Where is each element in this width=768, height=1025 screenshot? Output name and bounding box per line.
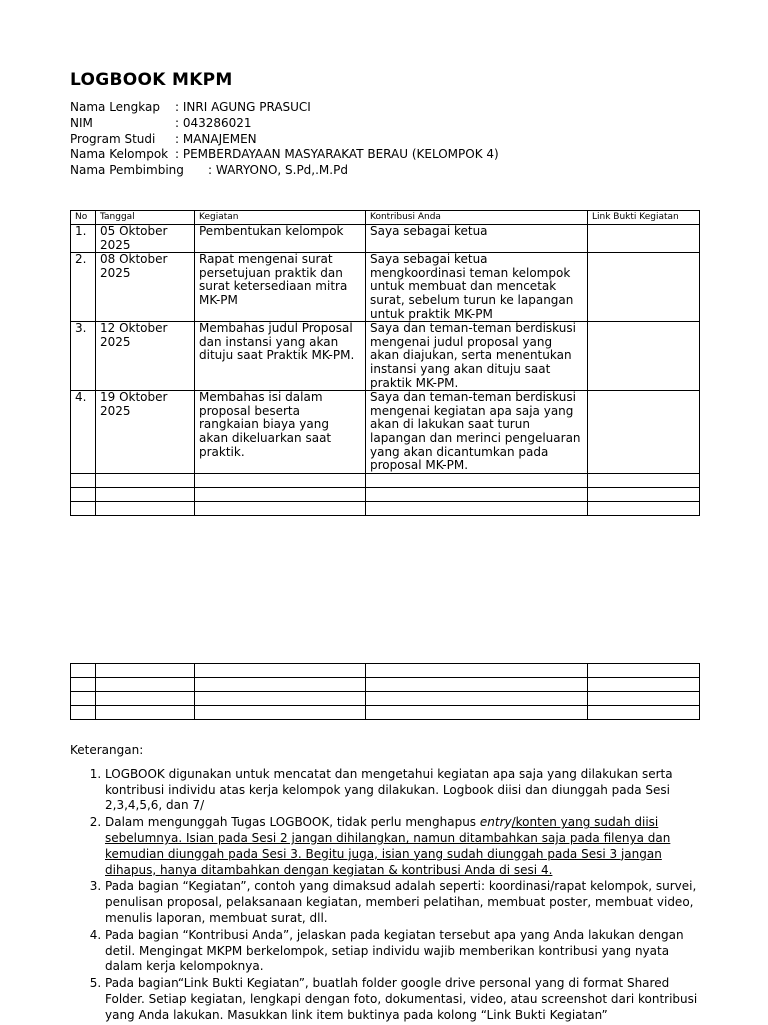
note-text: Dalam mengunggah Tugas LOGBOOK, tidak perlu menghapus <box>105 815 480 830</box>
info-label: Nama Pembimbing <box>70 163 184 178</box>
empty-cell <box>195 664 366 678</box>
note-item: 3. Pada bagian “Kegiatan”, contoh yang dimaksud adalah seperti: koordinasi/rapat kelompok, survei, penulisan proposal, pelaksanaan kegiatan, memberi pelatihan, membuat poster, membuat video, menulis laporan, membuat surat, dll. <box>105 879 710 926</box>
cell-kontribusi: Saya sebagai ketua <box>366 225 588 253</box>
cell-link <box>588 322 700 391</box>
empty-cell <box>96 678 195 692</box>
header-no: No <box>71 211 96 225</box>
empty-cell <box>71 706 96 720</box>
info-value: : PEMBERDAYAAN MASYARAKAT BERAU (KELOMPOK 4) <box>175 147 499 162</box>
note-item: 5. Pada bagian“Link Bukti Kegiatan”, buatlah folder google drive personal yang di format Shared Folder. Setiap kegiatan, lengkapi dengan foto, dokumentasi, video, atau screenshot dari kontribusi yang Anda lakukan. Masukkan link item buktinya pada kolong “Link Bukti Kegiatan” <box>105 976 710 1023</box>
empty-cell <box>71 487 96 501</box>
table-row <box>71 253 700 322</box>
student-info <box>70 100 499 179</box>
empty-row <box>71 706 700 720</box>
cell-kegiatan: Rapat mengenai surat persetujuan praktik dan surat ketersediaan mitra MK-PM <box>195 253 366 322</box>
empty-cell <box>366 678 588 692</box>
info-value: : WARYONO, S.Pd,.M.Pd <box>208 163 348 178</box>
empty-cell <box>71 501 96 515</box>
table-row <box>71 322 700 391</box>
cell-tanggal: 19 Oktober 2025 <box>96 391 195 474</box>
notes-list <box>70 767 710 1024</box>
cell-tanggal: 08 Oktober 2025 <box>96 253 195 322</box>
logbook-table <box>70 210 700 516</box>
cell-kontribusi: Saya dan teman-teman berdiskusi mengenai judul proposal yang akan diajukan, serta menentukan instansi yang akan dituju saat praktik MK-PM. <box>366 322 588 391</box>
info-row-pembimbing <box>70 163 499 179</box>
empty-row <box>71 501 700 515</box>
empty-cell <box>96 664 195 678</box>
notes-title: Keterangan: <box>70 743 144 757</box>
empty-cell <box>96 706 195 720</box>
cell-kegiatan: Membahas judul Proposal dan instansi yang akan dituju saat Praktik MK-PM. <box>195 322 366 391</box>
empty-cell <box>588 692 700 706</box>
empty-cell <box>588 678 700 692</box>
empty-cell <box>195 692 366 706</box>
table-row <box>71 225 700 253</box>
info-value: : INRI AGUNG PRASUCI <box>175 100 311 114</box>
cell-no: 3. <box>71 322 96 391</box>
empty-cell <box>195 706 366 720</box>
page-title: LOGBOOK MKPM <box>70 70 233 90</box>
empty-cell <box>96 501 195 515</box>
header-tanggal: Tanggal <box>96 211 195 225</box>
info-value: : 043286021 <box>175 115 252 130</box>
empty-cell <box>588 473 700 487</box>
empty-cell <box>195 501 366 515</box>
info-label: Nama Kelompok <box>70 147 169 162</box>
table-header-row <box>71 211 700 225</box>
empty-cell <box>71 692 96 706</box>
info-row-nim <box>70 116 499 132</box>
empty-cell <box>71 678 96 692</box>
info-row-nama <box>70 100 499 116</box>
info-row-kelompok <box>70 147 499 163</box>
info-label: Program Studi <box>70 131 156 146</box>
empty-cell <box>588 487 700 501</box>
cell-no: 4. <box>71 391 96 474</box>
empty-cell <box>366 664 588 678</box>
cell-kegiatan: Pembentukan kelompok <box>195 225 366 253</box>
header-kegiatan: Kegiatan <box>195 211 366 225</box>
empty-cell <box>366 501 588 515</box>
info-row-prodi <box>70 132 499 148</box>
empty-cell <box>588 664 700 678</box>
cell-link <box>588 253 700 322</box>
cell-link <box>588 391 700 474</box>
table-row <box>71 391 700 474</box>
note-item: 4. Pada bagian “Kontribusi Anda”, jelaskan pada kegiatan tersebut apa yang Anda lakukan dengan detil. Mengingat MKPM berkelompok, setiap individu wajib memberikan kontribusi yang nyata dalam kerja kelompoknya. <box>105 928 710 975</box>
empty-cell <box>71 473 96 487</box>
info-label: Nama Lengkap <box>70 100 160 114</box>
cell-no: 1. <box>71 225 96 253</box>
notes-section <box>70 743 710 1025</box>
empty-cell <box>96 692 195 706</box>
empty-row <box>71 692 700 706</box>
empty-cell <box>366 692 588 706</box>
empty-cell <box>366 473 588 487</box>
note-item: 1. LOGBOOK digunakan untuk mencatat dan mengetahui kegiatan apa saja yang dilakukan serta kontribusi individu atas kerja kelompok yang dilakukan. Logbook diisi dan diunggah pada Sesi 2,3,4,5,6, dan 7/ <box>105 767 710 814</box>
empty-cell <box>588 501 700 515</box>
empty-cell <box>195 678 366 692</box>
note-text-italic: entry <box>479 815 512 830</box>
empty-row <box>71 473 700 487</box>
empty-row <box>71 487 700 501</box>
empty-cell <box>71 664 96 678</box>
empty-cell <box>96 487 195 501</box>
empty-cell <box>195 473 366 487</box>
info-value: : MANAJEMEN <box>175 131 257 146</box>
empty-row <box>71 664 700 678</box>
empty-cell <box>366 706 588 720</box>
note-text-underlined: /konten yang sudah diisi sebelumnya. Isian pada Sesi 2 jangan dihilangkan, namun ditambahkan saja pada filenya dan kemudian diunggah pada Sesi 3. Begitu juga, isian yang sudah diunggah pada Sesi 3 jangan dihapus, hanya ditambahkan dengan kegiatan & kontribusi Anda di sesi 4. <box>105 815 671 877</box>
empty-cell <box>96 473 195 487</box>
info-label: NIM <box>70 115 93 130</box>
empty-row <box>71 678 700 692</box>
logbook-table-continued <box>70 663 700 720</box>
header-kontribusi: Kontribusi Anda <box>366 211 588 225</box>
cell-kontribusi: Saya sebagai ketua mengkoordinasi teman kelompok untuk membuat dan mencetak surat, sebelum turun ke lapangan untuk praktik MK-PM <box>366 253 588 322</box>
cell-tanggal: 12 Oktober 2025 <box>96 322 195 391</box>
cell-link <box>588 225 700 253</box>
header-link: Link Bukti Kegiatan <box>588 211 700 225</box>
cell-tanggal: 05 Oktober 2025 <box>96 225 195 253</box>
cell-kegiatan: Membahas isi dalam proposal beserta rangkaian biaya yang akan dikeluarkan saat praktik. <box>195 391 366 474</box>
cell-no: 2. <box>71 253 96 322</box>
empty-cell <box>366 487 588 501</box>
empty-cell <box>588 706 700 720</box>
note-item <box>105 815 710 878</box>
empty-cell <box>195 487 366 501</box>
cell-kontribusi: Saya dan teman-teman berdiskusi mengenai kegiatan apa saja yang akan di lakukan saat turun lapangan dan merinci pengeluaran yang akan dicantumkan pada proposal MK-PM. <box>366 391 588 474</box>
